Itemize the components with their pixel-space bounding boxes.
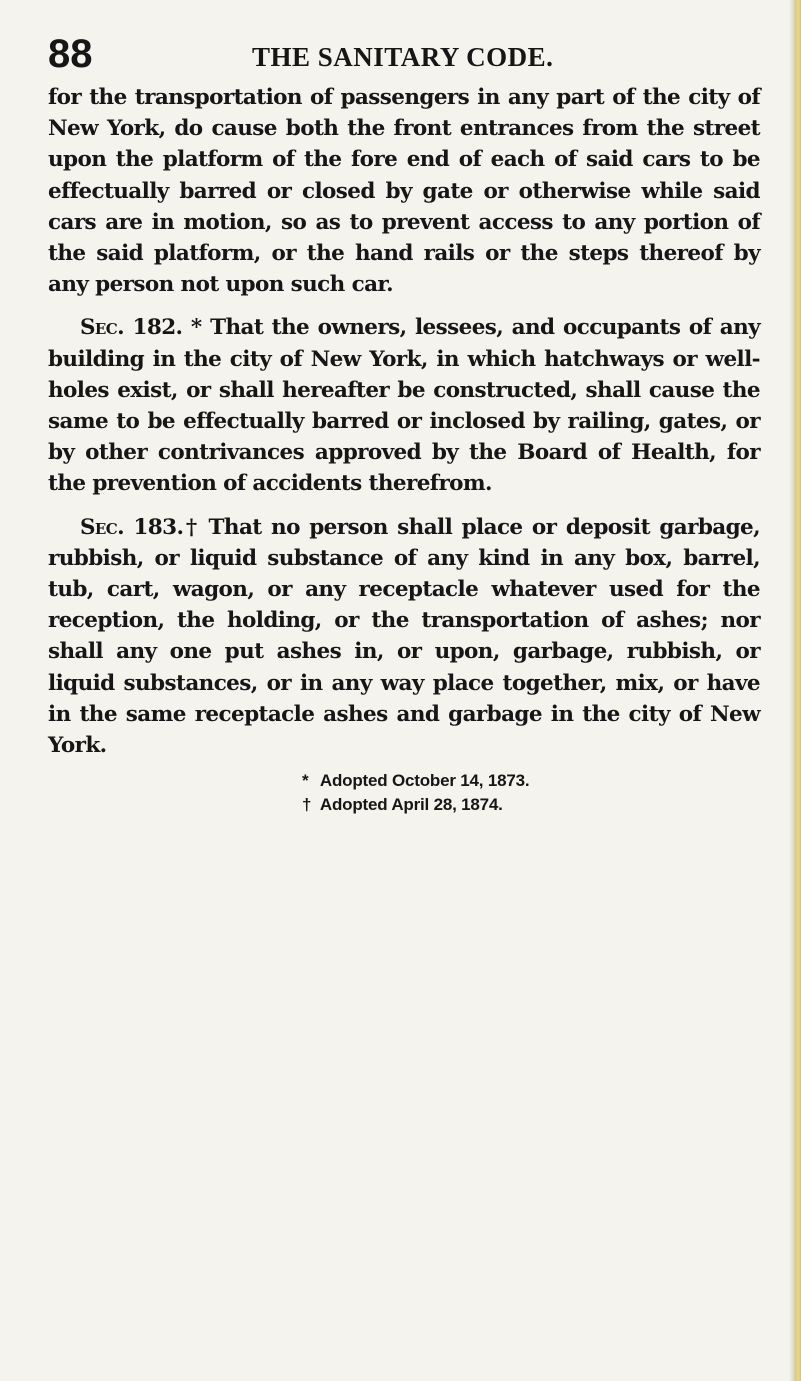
section-label: Sec. 182. * [80, 315, 202, 341]
page-number: 88 [48, 32, 93, 76]
footnote [302, 793, 752, 817]
footnote [302, 769, 752, 793]
footnote-mark: * [302, 771, 309, 790]
paragraph-section-182 [48, 312, 760, 499]
paragraph-text: That no person shall place or deposit garbage, rubbish, or liquid substance of any kind in any box, barrel, tub, cart, wagon, or any receptacle whatever used for the reception, the holding, or the transportation of ashes; nor shall any one put ashes in, or upon, garbage, rubbish, or liquid substances, or in any way place together, mix, or have in the same receptacle ashes and garbage in the city of New York. [48, 514, 760, 759]
paragraph-section-183 [48, 512, 760, 762]
body-text [48, 82, 760, 761]
footnote-mark: † [302, 795, 312, 814]
running-head [48, 32, 758, 76]
footnote-text: Adopted April 28, 1874. [319, 795, 503, 814]
running-title: THE SANITARY CODE. [252, 42, 554, 72]
page-edge [789, 0, 801, 1381]
paragraph-continuation [48, 82, 760, 300]
paragraph-text: for the transportation of passengers in any part of the city of New York, do cause both the front entrances from the street upon the platform of the fore end of each of said cars to be effectually barred or closed by gate or otherwise while said cars are in motion, so as to prevent access to any portion of the said platform, or the hand rails or the steps thereof by any person not upon such car. [48, 85, 760, 298]
section-label: Sec. 183.† [80, 514, 200, 540]
footnotes [302, 769, 752, 817]
footnote-text: Adopted October 14, 1873. [319, 771, 530, 790]
paragraph-text: That the owners, lessees, and occupants of any building in the city of New York, in which hatchways or well-holes exist, or shall hereafter be constructed, shall cause the same to be effectually barred or inclosed by railing, gates, or by other contrivances approved by the Board of Health, for the prevention of accidents therefrom. [48, 315, 760, 497]
